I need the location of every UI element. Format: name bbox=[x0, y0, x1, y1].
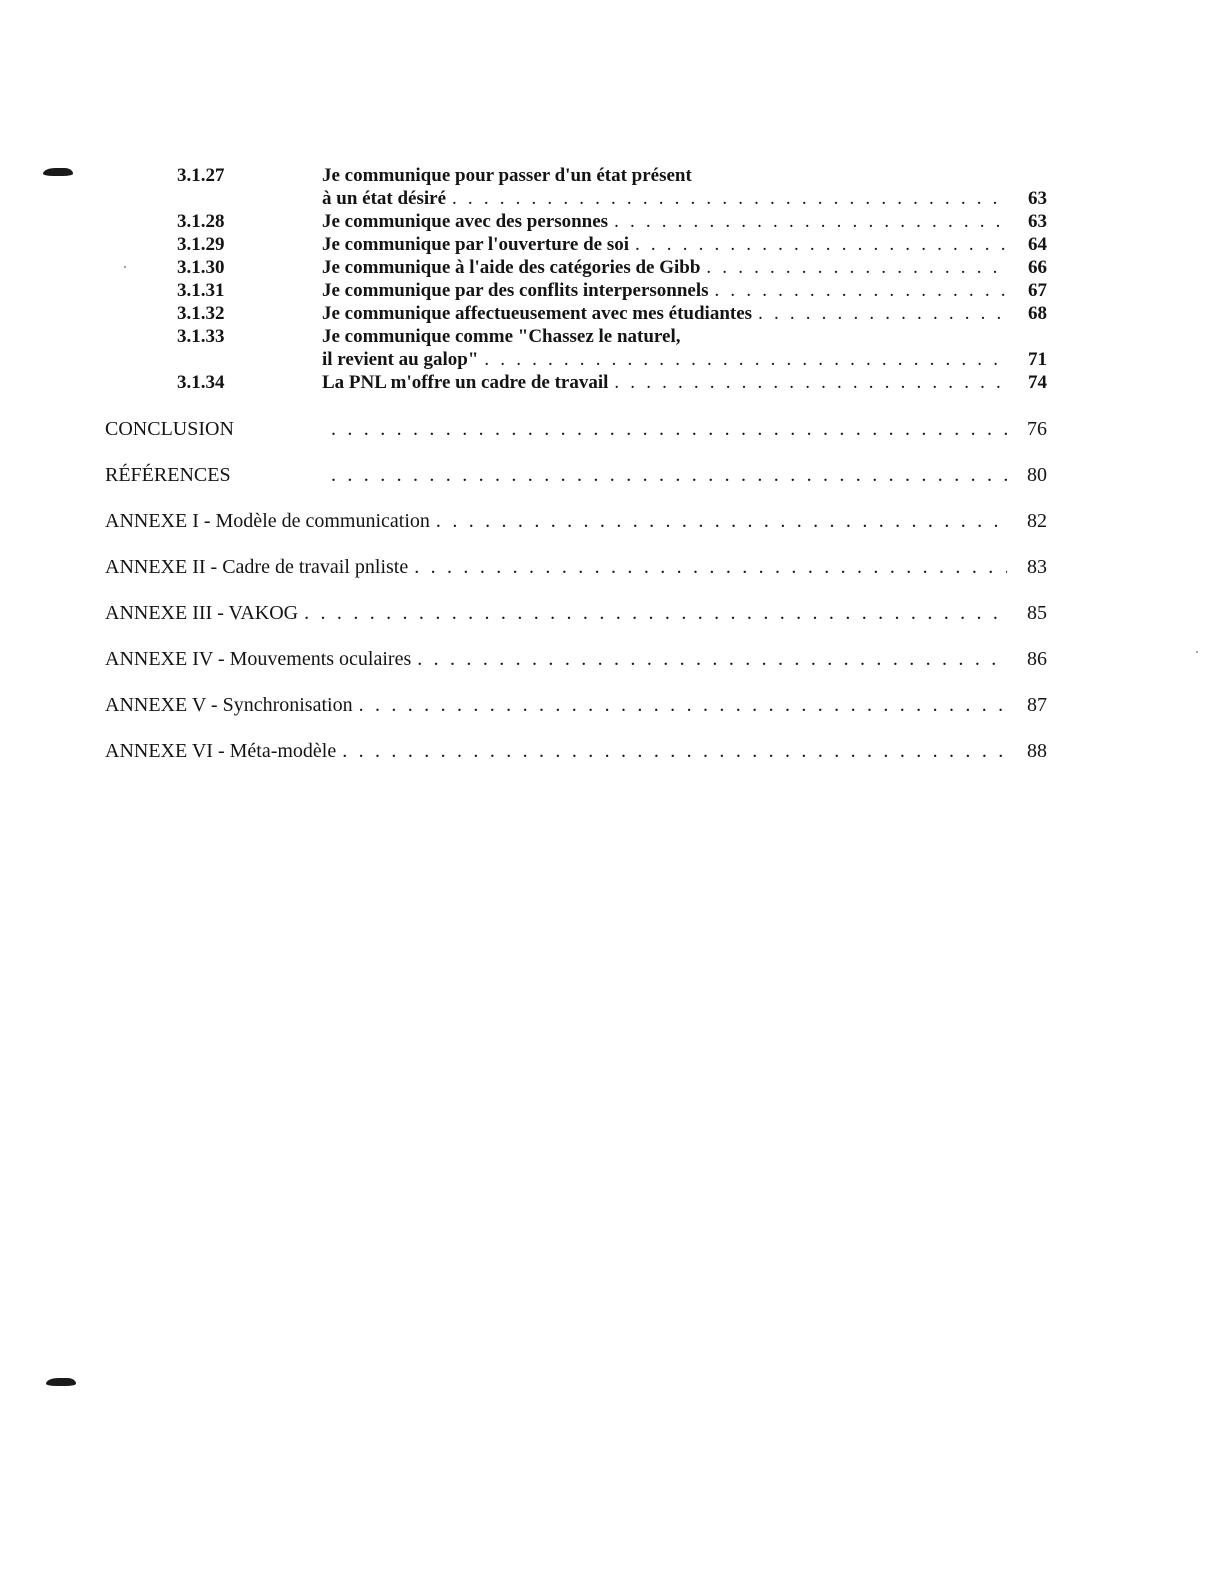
entry-label: ANNEXE IV - Mouvements oculaires bbox=[105, 648, 412, 670]
page-number: 86 bbox=[1027, 648, 1047, 670]
entry-label: ANNEXE III - VAKOG bbox=[105, 602, 299, 624]
subsection-title bbox=[322, 371, 1047, 394]
dot-leader bbox=[614, 371, 1007, 394]
toc-main-entry bbox=[105, 416, 1047, 442]
page-number: 82 bbox=[1027, 510, 1047, 532]
page-number: 68 bbox=[1028, 303, 1047, 324]
entry-label: ANNEXE II - Cadre de travail pnliste bbox=[105, 556, 409, 578]
page-number: 67 bbox=[1028, 280, 1047, 301]
dot-leader bbox=[635, 233, 1007, 256]
subsection-title bbox=[322, 256, 1047, 279]
subsection-title bbox=[322, 164, 1047, 210]
subsection-number: 3.1.33 bbox=[177, 326, 225, 347]
subsection-title-line: La PNL m'offre un cadre de travail bbox=[322, 372, 609, 393]
dot-leader bbox=[414, 554, 1007, 580]
entry-label: CONCLUSION bbox=[105, 418, 234, 440]
dot-leader bbox=[758, 302, 1007, 325]
subsection-title-final-line bbox=[322, 302, 1047, 325]
subsection-number: 3.1.31 bbox=[177, 280, 225, 301]
subsection-title-line: Je communique par l'ouverture de soi bbox=[322, 234, 629, 255]
toc-main-entry bbox=[105, 554, 1047, 580]
entry-label: RÉFÉRENCES bbox=[105, 464, 231, 486]
scan-speck bbox=[1196, 651, 1198, 653]
toc-main-entry bbox=[105, 692, 1047, 718]
subsection-title-line: Je communique affectueusement avec mes étudiantes bbox=[322, 303, 753, 324]
dot-leader bbox=[452, 187, 1007, 210]
entry-label: ANNEXE V - Synchronisation bbox=[105, 694, 353, 716]
page-number: 74 bbox=[1028, 372, 1047, 393]
subsection-title-final-line bbox=[322, 210, 1047, 233]
dot-leader bbox=[614, 210, 1007, 233]
subsection-title-line: Je communique à l'aide des catégories de Gibb bbox=[322, 257, 701, 278]
page-number: 85 bbox=[1027, 602, 1047, 624]
subsection-title bbox=[322, 233, 1047, 256]
page-number: 66 bbox=[1028, 257, 1047, 278]
dot-leader bbox=[417, 646, 1007, 672]
subsection-title-final-line bbox=[322, 371, 1047, 394]
subsection-title-final-line bbox=[322, 187, 1047, 210]
page-number: 71 bbox=[1028, 349, 1047, 370]
dot-leader bbox=[484, 348, 1007, 371]
dot-leader bbox=[715, 279, 1007, 302]
subsection-title bbox=[322, 302, 1047, 325]
toc-main-entry bbox=[105, 508, 1047, 534]
toc-main-entry bbox=[105, 646, 1047, 672]
dot-leader bbox=[706, 256, 1007, 279]
page-number: 63 bbox=[1028, 211, 1047, 232]
subsection-title-line: Je communique comme "Chassez le naturel, bbox=[322, 326, 681, 347]
scan-speck bbox=[124, 266, 126, 268]
subsection-title bbox=[322, 279, 1047, 302]
subsection-title-line: Je communique par des conflits interpersonnels bbox=[322, 280, 709, 301]
subsection-title-final-line bbox=[322, 233, 1047, 256]
page-number: 80 bbox=[1027, 464, 1047, 486]
subsection-number: 3.1.34 bbox=[177, 372, 225, 393]
subsection-number: 3.1.30 bbox=[177, 257, 225, 278]
subsection-title bbox=[322, 325, 1047, 371]
toc-main-entry bbox=[105, 462, 1047, 488]
dot-leader bbox=[331, 416, 1007, 442]
dot-leader bbox=[304, 600, 1007, 626]
page-number: 63 bbox=[1028, 188, 1047, 209]
page-number: 64 bbox=[1028, 234, 1047, 255]
dot-leader bbox=[342, 738, 1007, 764]
subsection-title-final-line bbox=[322, 279, 1047, 302]
page-number: 76 bbox=[1027, 418, 1047, 440]
subsection-number: 3.1.27 bbox=[177, 165, 225, 186]
dot-leader bbox=[359, 692, 1007, 718]
page-number: 88 bbox=[1027, 740, 1047, 762]
subsection-title-line: Je communique avec des personnes bbox=[322, 211, 609, 232]
page-number: 87 bbox=[1027, 694, 1047, 716]
toc-main-entry bbox=[105, 600, 1047, 626]
toc-main-entry bbox=[105, 738, 1047, 764]
subsection-title bbox=[322, 210, 1047, 233]
subsection-number: 3.1.29 bbox=[177, 234, 225, 255]
dot-leader bbox=[436, 508, 1007, 534]
subsection-number: 3.1.32 bbox=[177, 303, 225, 324]
subsection-title-final-line bbox=[322, 256, 1047, 279]
entry-label: ANNEXE I - Modèle de communication bbox=[105, 510, 430, 532]
subsection-title-line: à un état désiré bbox=[322, 188, 447, 209]
entry-label: ANNEXE VI - Méta-modèle bbox=[105, 740, 337, 762]
dot-leader bbox=[331, 462, 1007, 488]
subsection-title-line: il revient au galop" bbox=[322, 349, 479, 370]
page-number: 83 bbox=[1027, 556, 1047, 578]
subsection-title-line: Je communique pour passer d'un état présent bbox=[322, 165, 692, 186]
punch-hole-mark-bottom bbox=[46, 1378, 76, 1386]
subsection-number: 3.1.28 bbox=[177, 211, 225, 232]
punch-hole-mark-top bbox=[43, 168, 73, 176]
subsection-title-final-line bbox=[322, 348, 1047, 371]
